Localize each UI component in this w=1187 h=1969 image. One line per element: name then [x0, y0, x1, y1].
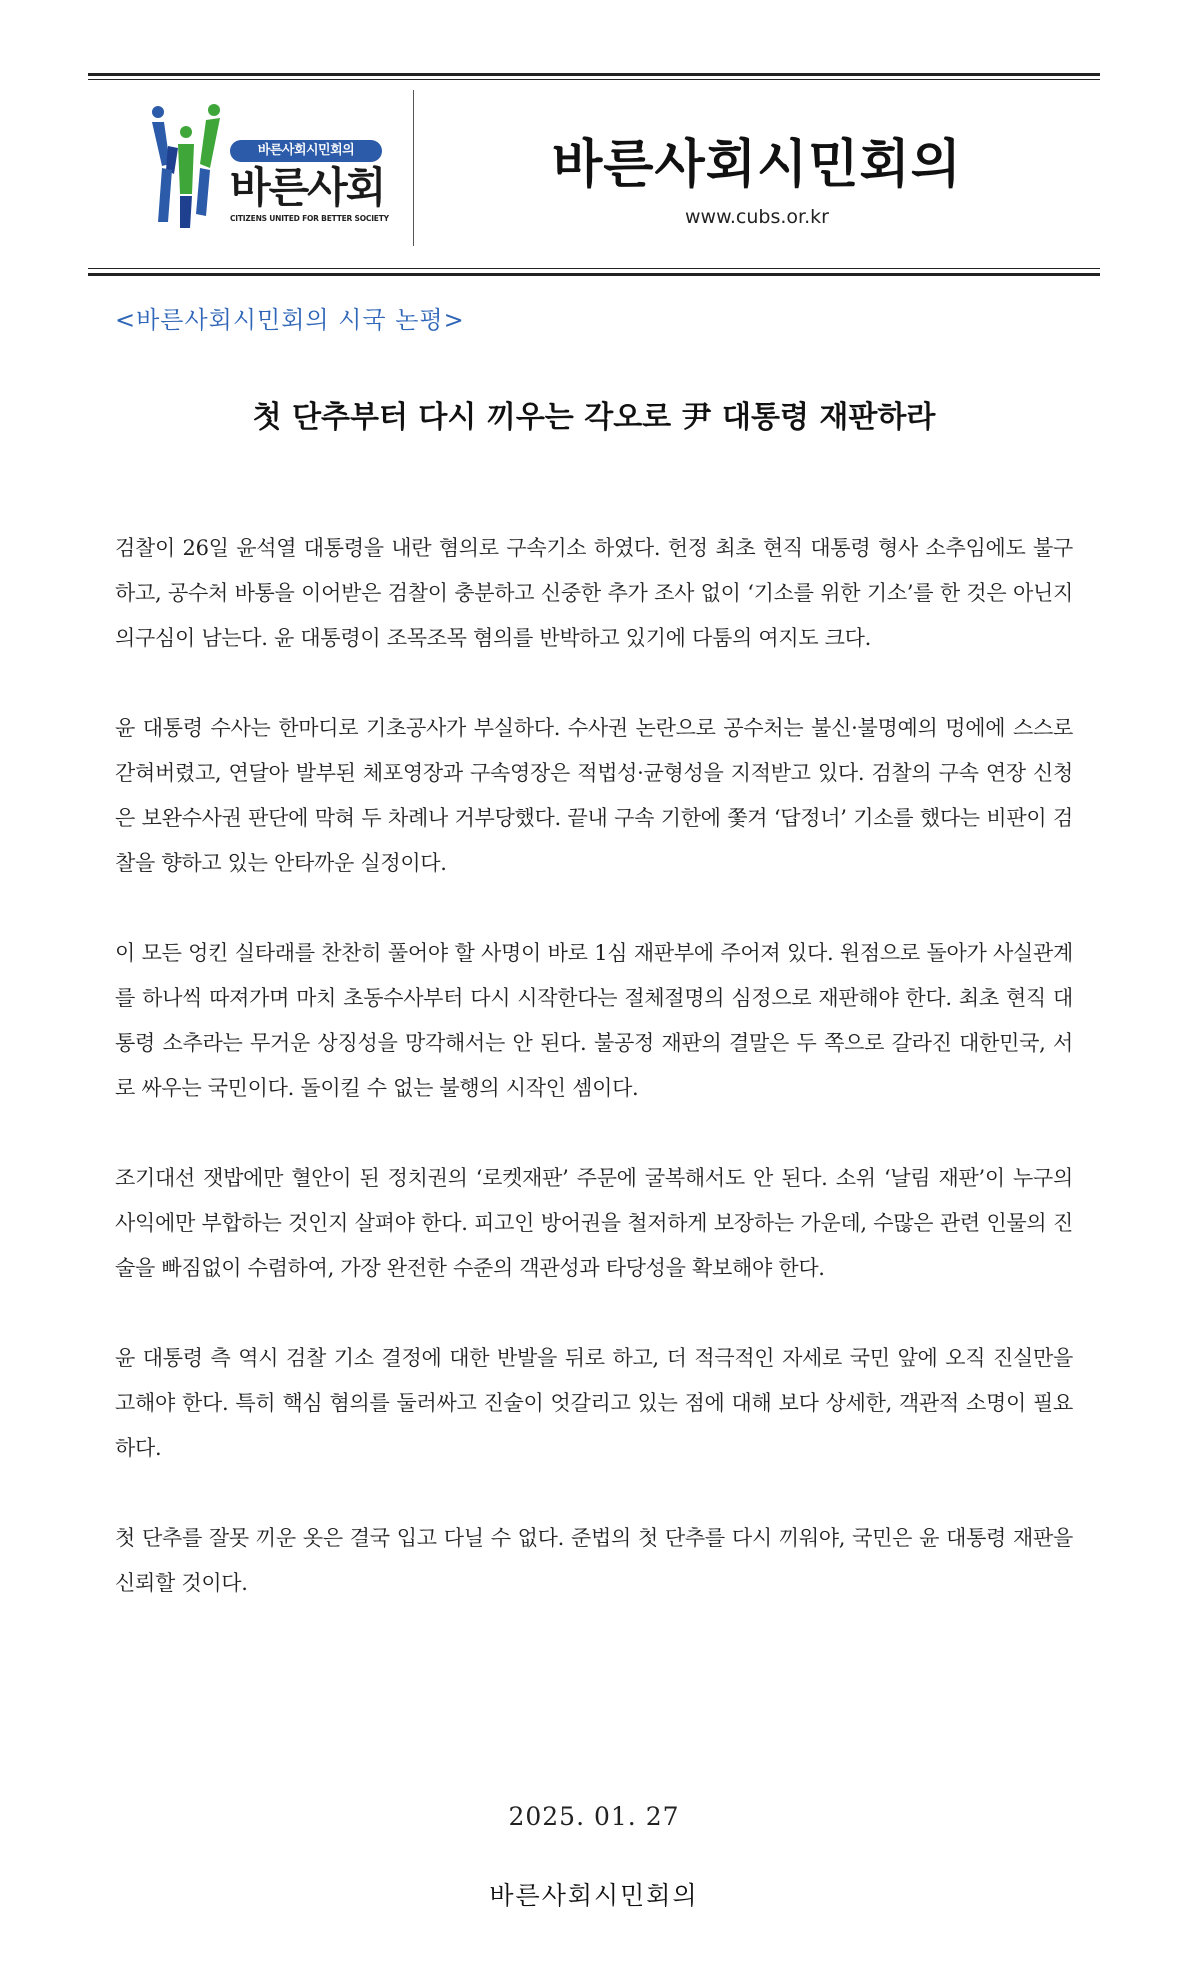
paragraph: 윤 대통령 수사는 한마디로 기초공사가 부실하다. 수사권 논란으로 공수처는 불신·불명예의 멍에에 스스로 갇혀버렸고, 연달아 발부된 체포영장과 구속영장은 적법성·균형성을 지적받고 있다. 검찰의 구속 연장 신청은 보완수사권 판단에 막혀 두 차례나 거부당했다. 끝내 구속 기한에 쫓겨 ‘답정너’ 기소를 했다는 비판이 검찰을 향하고 있는 안타까운 실정이다.: [115, 716, 1073, 875]
header-top-rule-thin: [88, 79, 1100, 80]
paragraph: 조기대선 잿밥에만 혈안이 된 정치권의 ‘로켓재판’ 주문에 굴복해서도 안 된다. 소위 ‘날림 재판’이 누구의 사익에만 부합하는 것인지 살펴야 한다. 피고인 방어권을 철저하게 보장하는 가운데, 수많은 관련 인물의 진술을 빠짐없이 수렴하여, 가장 완전한 수준의 객관성과 타당성을 확보해야 한다.: [115, 1166, 1073, 1280]
section-label: <바른사회시민회의 시국 논평>: [115, 306, 465, 334]
people-figures-icon: [148, 104, 228, 234]
organization-title: 바른사회시민회의: [552, 135, 962, 195]
signoff: 바른사회시민회의: [489, 1881, 699, 1910]
organization-logo: [148, 104, 388, 234]
paragraph: 윤 대통령 측 역시 검찰 기소 결정에 대한 반발을 뒤로 하고, 더 적극적인 자세로 국민 앞에 오직 진실만을 고해야 한다. 특히 핵심 혐의를 둘러싸고 진술이 엇갈리고 있는 점에 대해 보다 상세한, 객관적 소명이 필요하다.: [115, 1346, 1073, 1460]
paragraph: 첫 단추를 잘못 끼운 옷은 결국 입고 다닐 수 없다. 준법의 첫 단추를 다시 끼워야, 국민은 윤 대통령 재판을 신뢰할 것이다.: [115, 1526, 1073, 1595]
paragraph: 이 모든 엉킨 실타래를 찬찬히 풀어야 할 사명이 바로 1심 재판부에 주어져 있다. 원점으로 돌아가 사실관계를 하나씩 따져가며 마치 초동수사부터 다시 시작한다는 절체절명의 심정으로 재판해야 한다. 최초 현직 대통령 소추라는 무거운 상징성을 망각해서는 안 된다. 불공정 재판의 결말은 두 쪽으로 갈라진 대한민국, 서로 싸우는 국민이다. 돌이킬 수 없는 불행의 시작인 셈이다.: [115, 941, 1073, 1100]
header-bottom-rule: [88, 273, 1100, 276]
header-bottom-rule-thin: [88, 268, 1100, 269]
logo-pill-text: 바른사회시민회의: [230, 140, 382, 162]
article-body: [115, 526, 1073, 1651]
logo-name: 바른사회: [230, 163, 385, 212]
logo-english-name: CITIZENS UNITED FOR BETTER SOCIETY: [230, 214, 389, 223]
organization-url: www.cubs.or.kr: [685, 206, 829, 228]
headline: 첫 단추부터 다시 끼우는 각오로 尹 대통령 재판하라: [252, 400, 936, 435]
paragraph: 검찰이 26일 윤석열 대통령을 내란 혐의로 구속기소 하였다. 헌정 최초 현직 대통령 형사 소추임에도 불구하고, 공수처 바통을 이어받은 검찰이 충분하고 신중한 추가 조사 없이 ‘기소를 위한 기소’를 한 것은 아닌지 의구심이 남는다. 윤 대통령이 조목조목 혐의를 반박하고 있기에 다툼의 여지도 크다.: [115, 536, 1073, 650]
header-top-rule: [88, 73, 1100, 76]
publication-date: 2025. 01. 27: [508, 1802, 680, 1831]
